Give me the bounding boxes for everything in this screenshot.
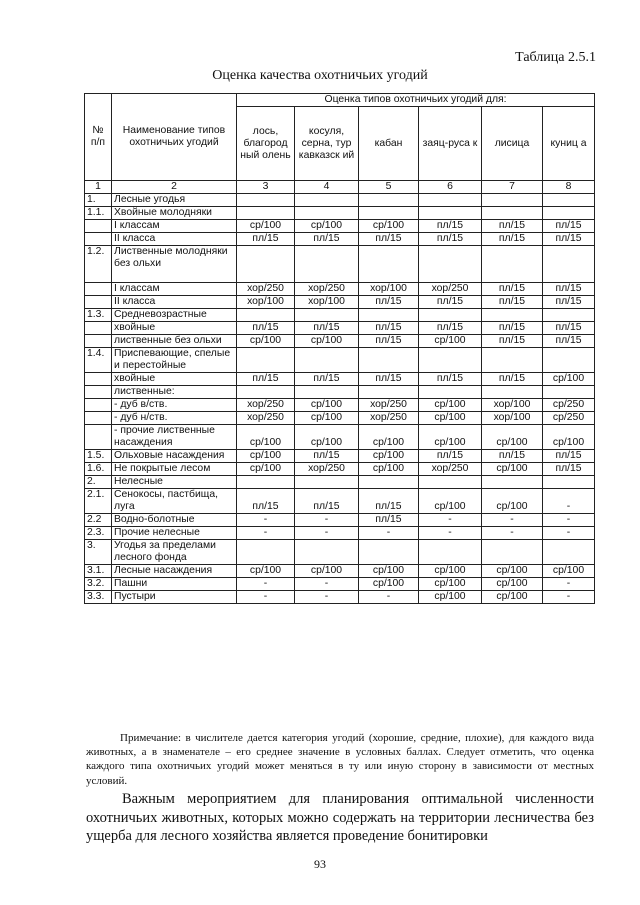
row-value: -	[237, 578, 295, 591]
header-group: Оценка типов охотничьих угодий для:	[237, 94, 595, 107]
row-value: -	[295, 578, 359, 591]
row-value	[482, 386, 543, 399]
row-value: хор/250	[237, 399, 295, 412]
row-value: -	[295, 527, 359, 540]
row-value: хор/250	[419, 283, 482, 296]
table-row	[85, 296, 595, 309]
row-value: пл/15	[419, 220, 482, 233]
row-value: пл/15	[419, 322, 482, 335]
row-name: Нелесные	[112, 476, 237, 489]
table-row	[85, 514, 595, 527]
row-name: Хвойные молодняки	[112, 207, 237, 220]
table-row	[85, 335, 595, 348]
column-number: 2	[112, 181, 237, 194]
row-value: хор/250	[419, 463, 482, 476]
row-number: 1.6.	[85, 463, 112, 476]
row-value: -	[543, 591, 595, 604]
row-value: ср/100	[359, 425, 419, 450]
row-value: хор/250	[295, 463, 359, 476]
table-row	[85, 283, 595, 296]
row-value: пл/15	[359, 296, 419, 309]
row-value	[237, 194, 295, 207]
row-value: ср/100	[543, 425, 595, 450]
row-value	[482, 194, 543, 207]
row-value: ср/100	[295, 412, 359, 425]
row-value: ср/100	[419, 578, 482, 591]
row-value: пл/15	[543, 220, 595, 233]
table-number-label: Таблица 2.5.1	[515, 50, 596, 65]
row-value	[482, 246, 543, 283]
row-value: хор/100	[237, 296, 295, 309]
header-number: № п/п	[85, 94, 112, 181]
row-value	[295, 476, 359, 489]
row-value: хор/100	[482, 412, 543, 425]
row-value	[359, 194, 419, 207]
row-name: Пашни	[112, 578, 237, 591]
row-value: -	[419, 514, 482, 527]
row-value: -	[543, 514, 595, 527]
row-name: II класса	[112, 233, 237, 246]
row-value	[359, 476, 419, 489]
row-value	[295, 348, 359, 373]
row-value: -	[482, 514, 543, 527]
row-value: ср/100	[359, 578, 419, 591]
row-value: ср/100	[359, 450, 419, 463]
row-value: пл/15	[482, 283, 543, 296]
table-body	[85, 194, 595, 604]
row-value: ср/100	[482, 425, 543, 450]
row-value: пл/15	[295, 322, 359, 335]
row-value: ср/100	[295, 220, 359, 233]
row-value: пл/15	[295, 233, 359, 246]
header-animal: лось, благород ный олень	[237, 107, 295, 181]
row-value: пл/15	[359, 233, 419, 246]
row-number	[85, 233, 112, 246]
row-value	[359, 309, 419, 322]
row-name: - дуб н/ств.	[112, 412, 237, 425]
header-animal: косуля, серна, тур кавказск ий	[295, 107, 359, 181]
row-number: 2.	[85, 476, 112, 489]
row-value	[359, 207, 419, 220]
table-row	[85, 386, 595, 399]
row-value: ср/250	[543, 399, 595, 412]
row-value: ср/100	[482, 578, 543, 591]
row-value: пл/15	[482, 322, 543, 335]
row-value: пл/15	[359, 514, 419, 527]
column-number: 4	[295, 181, 359, 194]
row-value: ср/100	[482, 463, 543, 476]
row-value	[482, 207, 543, 220]
table-row	[85, 565, 595, 578]
row-number: 1.	[85, 194, 112, 207]
row-value	[295, 386, 359, 399]
row-number	[85, 386, 112, 399]
row-value: хор/100	[359, 283, 419, 296]
row-value: ср/100	[543, 565, 595, 578]
row-value	[237, 386, 295, 399]
table-row	[85, 220, 595, 233]
row-name: лиственные:	[112, 386, 237, 399]
table-note	[86, 731, 594, 788]
row-number: 2.1.	[85, 489, 112, 514]
row-value: пл/15	[359, 489, 419, 514]
row-value: пл/15	[482, 450, 543, 463]
row-value: -	[237, 514, 295, 527]
row-value: пл/15	[237, 373, 295, 386]
row-value: ср/100	[419, 489, 482, 514]
table-row	[85, 309, 595, 322]
body-text: Важным мероприятием для планирования оптимальной численности охотничьих животных, которых можно содержать на территории лесничества без ущерба для лесного хозяйства является проведение бонитировки	[86, 791, 594, 844]
row-value: ср/100	[543, 373, 595, 386]
row-number	[85, 296, 112, 309]
row-value: -	[237, 591, 295, 604]
row-value	[543, 194, 595, 207]
row-value: ср/100	[237, 463, 295, 476]
row-name: лиственные без ольхи	[112, 335, 237, 348]
row-number	[85, 373, 112, 386]
row-name: Лесные угодья	[112, 194, 237, 207]
row-value: пл/15	[543, 335, 595, 348]
row-value: -	[359, 591, 419, 604]
row-name: Ольховые насаждения	[112, 450, 237, 463]
row-value: хор/250	[359, 399, 419, 412]
row-value: ср/100	[419, 591, 482, 604]
row-value: ср/100	[482, 489, 543, 514]
row-value	[237, 246, 295, 283]
row-value	[237, 207, 295, 220]
row-name: хвойные	[112, 322, 237, 335]
row-value: хор/250	[359, 412, 419, 425]
row-value: ср/100	[237, 565, 295, 578]
row-value: пл/15	[237, 322, 295, 335]
row-value: пл/15	[482, 233, 543, 246]
row-name: Не покрытые лесом	[112, 463, 237, 476]
note-text: Примечание: в числителе дается категория угодий (хорошие, средние, плохие), для каждого вида животных, а в знаменателе – его среднее значение в условных баллах. Следует отметить, что оценка каждого типа охотничьих угодий может меняться в ту или иную сторону в зависимости от местных условий.	[86, 732, 594, 787]
row-value: -	[543, 489, 595, 514]
row-value	[419, 348, 482, 373]
table-row	[85, 207, 595, 220]
row-value: пл/15	[543, 296, 595, 309]
row-value: хор/250	[295, 283, 359, 296]
row-value: ср/100	[482, 565, 543, 578]
row-value	[543, 386, 595, 399]
row-name: хвойные	[112, 373, 237, 386]
row-name: Сенокосы, пастбища, луга	[112, 489, 237, 514]
header-animal: лисица	[482, 107, 543, 181]
row-name: Прочие нелесные	[112, 527, 237, 540]
row-value	[543, 207, 595, 220]
row-value	[543, 309, 595, 322]
row-name: Пустыри	[112, 591, 237, 604]
table-row	[85, 373, 595, 386]
row-name: II класса	[112, 296, 237, 309]
row-value: пл/15	[419, 233, 482, 246]
row-value: пл/15	[359, 373, 419, 386]
row-value: -	[543, 527, 595, 540]
row-name: I классам	[112, 220, 237, 233]
row-value	[419, 309, 482, 322]
row-value	[482, 476, 543, 489]
hunting-grounds-table	[84, 93, 595, 604]
table-row	[85, 591, 595, 604]
row-value: пл/15	[543, 322, 595, 335]
row-value: пл/15	[419, 296, 482, 309]
row-value	[237, 476, 295, 489]
row-value: -	[237, 527, 295, 540]
row-name: I классам	[112, 283, 237, 296]
row-value: ср/100	[482, 591, 543, 604]
row-value: пл/15	[482, 220, 543, 233]
row-value: пл/15	[543, 463, 595, 476]
row-value	[359, 386, 419, 399]
row-value: пл/15	[482, 373, 543, 386]
row-value: пл/15	[419, 450, 482, 463]
table-row	[85, 450, 595, 463]
row-value	[295, 207, 359, 220]
row-value	[482, 348, 543, 373]
row-value: ср/100	[419, 425, 482, 450]
row-name: Приспевающие, спелые и перестойные	[112, 348, 237, 373]
row-name: Лесные насаждения	[112, 565, 237, 578]
row-number: 3.1.	[85, 565, 112, 578]
row-value	[419, 476, 482, 489]
row-value	[543, 540, 595, 565]
row-value: хор/100	[295, 296, 359, 309]
row-number: 3.2.	[85, 578, 112, 591]
row-value: пл/15	[295, 373, 359, 386]
header-animal: куниц а	[543, 107, 595, 181]
row-value	[419, 246, 482, 283]
row-value: ср/100	[295, 425, 359, 450]
page-number: 93	[314, 857, 326, 871]
row-value: пл/15	[419, 373, 482, 386]
row-value: ср/100	[295, 565, 359, 578]
row-value: ср/100	[359, 463, 419, 476]
row-value: пл/15	[482, 296, 543, 309]
row-number: 2.3.	[85, 527, 112, 540]
row-value: ср/250	[543, 412, 595, 425]
column-number: 6	[419, 181, 482, 194]
row-value: ср/100	[237, 220, 295, 233]
row-value	[295, 540, 359, 565]
row-value: ср/100	[419, 399, 482, 412]
table-row	[85, 489, 595, 514]
row-value	[295, 309, 359, 322]
row-value: пл/15	[543, 283, 595, 296]
row-value: ср/100	[359, 565, 419, 578]
row-value: пл/15	[359, 335, 419, 348]
row-number	[85, 335, 112, 348]
column-number: 8	[543, 181, 595, 194]
table-row	[85, 578, 595, 591]
row-value: ср/100	[237, 335, 295, 348]
header-name: Наименование типов охотничьих угодий	[112, 94, 237, 181]
row-value: -	[482, 527, 543, 540]
row-number	[85, 322, 112, 335]
row-value: пл/15	[237, 233, 295, 246]
row-number: 1.2.	[85, 246, 112, 283]
column-number: 3	[237, 181, 295, 194]
row-value: ср/100	[237, 425, 295, 450]
table-row	[85, 246, 595, 283]
row-number: 1.3.	[85, 309, 112, 322]
row-name: Угодья за пределами лесного фонда	[112, 540, 237, 565]
row-value	[419, 540, 482, 565]
row-value	[359, 348, 419, 373]
table-row	[85, 412, 595, 425]
row-name: Средневозрастные	[112, 309, 237, 322]
row-value: -	[295, 514, 359, 527]
row-value: хор/250	[237, 283, 295, 296]
row-value: ср/100	[295, 399, 359, 412]
row-value	[295, 194, 359, 207]
row-number: 3.3.	[85, 591, 112, 604]
row-number: 3.	[85, 540, 112, 565]
row-number	[85, 399, 112, 412]
header-animal: заяц-руса к	[419, 107, 482, 181]
row-value: -	[543, 578, 595, 591]
row-value	[419, 386, 482, 399]
row-number: 1.5.	[85, 450, 112, 463]
row-name: - дуб в/ств.	[112, 399, 237, 412]
row-name: - прочие лиственные насаждения	[112, 425, 237, 450]
row-value: ср/100	[419, 565, 482, 578]
table-title: Оценка качества охотничьих угодий	[212, 68, 428, 83]
row-value	[419, 194, 482, 207]
row-value: ср/100	[359, 220, 419, 233]
table-row	[85, 194, 595, 207]
row-number	[85, 425, 112, 450]
body-paragraph	[86, 790, 594, 846]
row-value: пл/15	[543, 233, 595, 246]
row-value: -	[295, 591, 359, 604]
row-value	[543, 348, 595, 373]
table-row	[85, 476, 595, 489]
row-name: Водно-болотные	[112, 514, 237, 527]
row-value: пл/15	[295, 489, 359, 514]
row-value: пл/15	[359, 322, 419, 335]
row-value: ср/100	[419, 335, 482, 348]
row-value: хор/100	[482, 399, 543, 412]
row-value	[237, 348, 295, 373]
row-value	[482, 540, 543, 565]
row-value: ср/100	[419, 412, 482, 425]
row-value	[237, 540, 295, 565]
row-number: 1.1.	[85, 207, 112, 220]
row-number	[85, 220, 112, 233]
table-row	[85, 348, 595, 373]
table-row	[85, 425, 595, 450]
row-value: пл/15	[295, 450, 359, 463]
row-value: пл/15	[482, 335, 543, 348]
table-row	[85, 527, 595, 540]
row-value: -	[419, 527, 482, 540]
row-number	[85, 283, 112, 296]
row-value	[482, 309, 543, 322]
table-row	[85, 322, 595, 335]
row-value: хор/250	[237, 412, 295, 425]
column-number: 5	[359, 181, 419, 194]
row-number: 1.4.	[85, 348, 112, 373]
table-row	[85, 463, 595, 476]
row-value	[359, 540, 419, 565]
row-value	[419, 207, 482, 220]
row-value: пл/15	[237, 489, 295, 514]
row-value: ср/100	[237, 450, 295, 463]
column-number: 7	[482, 181, 543, 194]
column-number: 1	[85, 181, 112, 194]
table-row	[85, 233, 595, 246]
row-name: Лиственные молодняки без ольхи	[112, 246, 237, 283]
row-number	[85, 412, 112, 425]
row-value	[359, 246, 419, 283]
row-value: ср/100	[295, 335, 359, 348]
row-value	[543, 246, 595, 283]
row-value: -	[359, 527, 419, 540]
row-value: пл/15	[543, 450, 595, 463]
row-value	[295, 246, 359, 283]
row-value	[543, 476, 595, 489]
table-row	[85, 399, 595, 412]
row-value	[237, 309, 295, 322]
row-number: 2.2	[85, 514, 112, 527]
header-animal: кабан	[359, 107, 419, 181]
table-row	[85, 540, 595, 565]
